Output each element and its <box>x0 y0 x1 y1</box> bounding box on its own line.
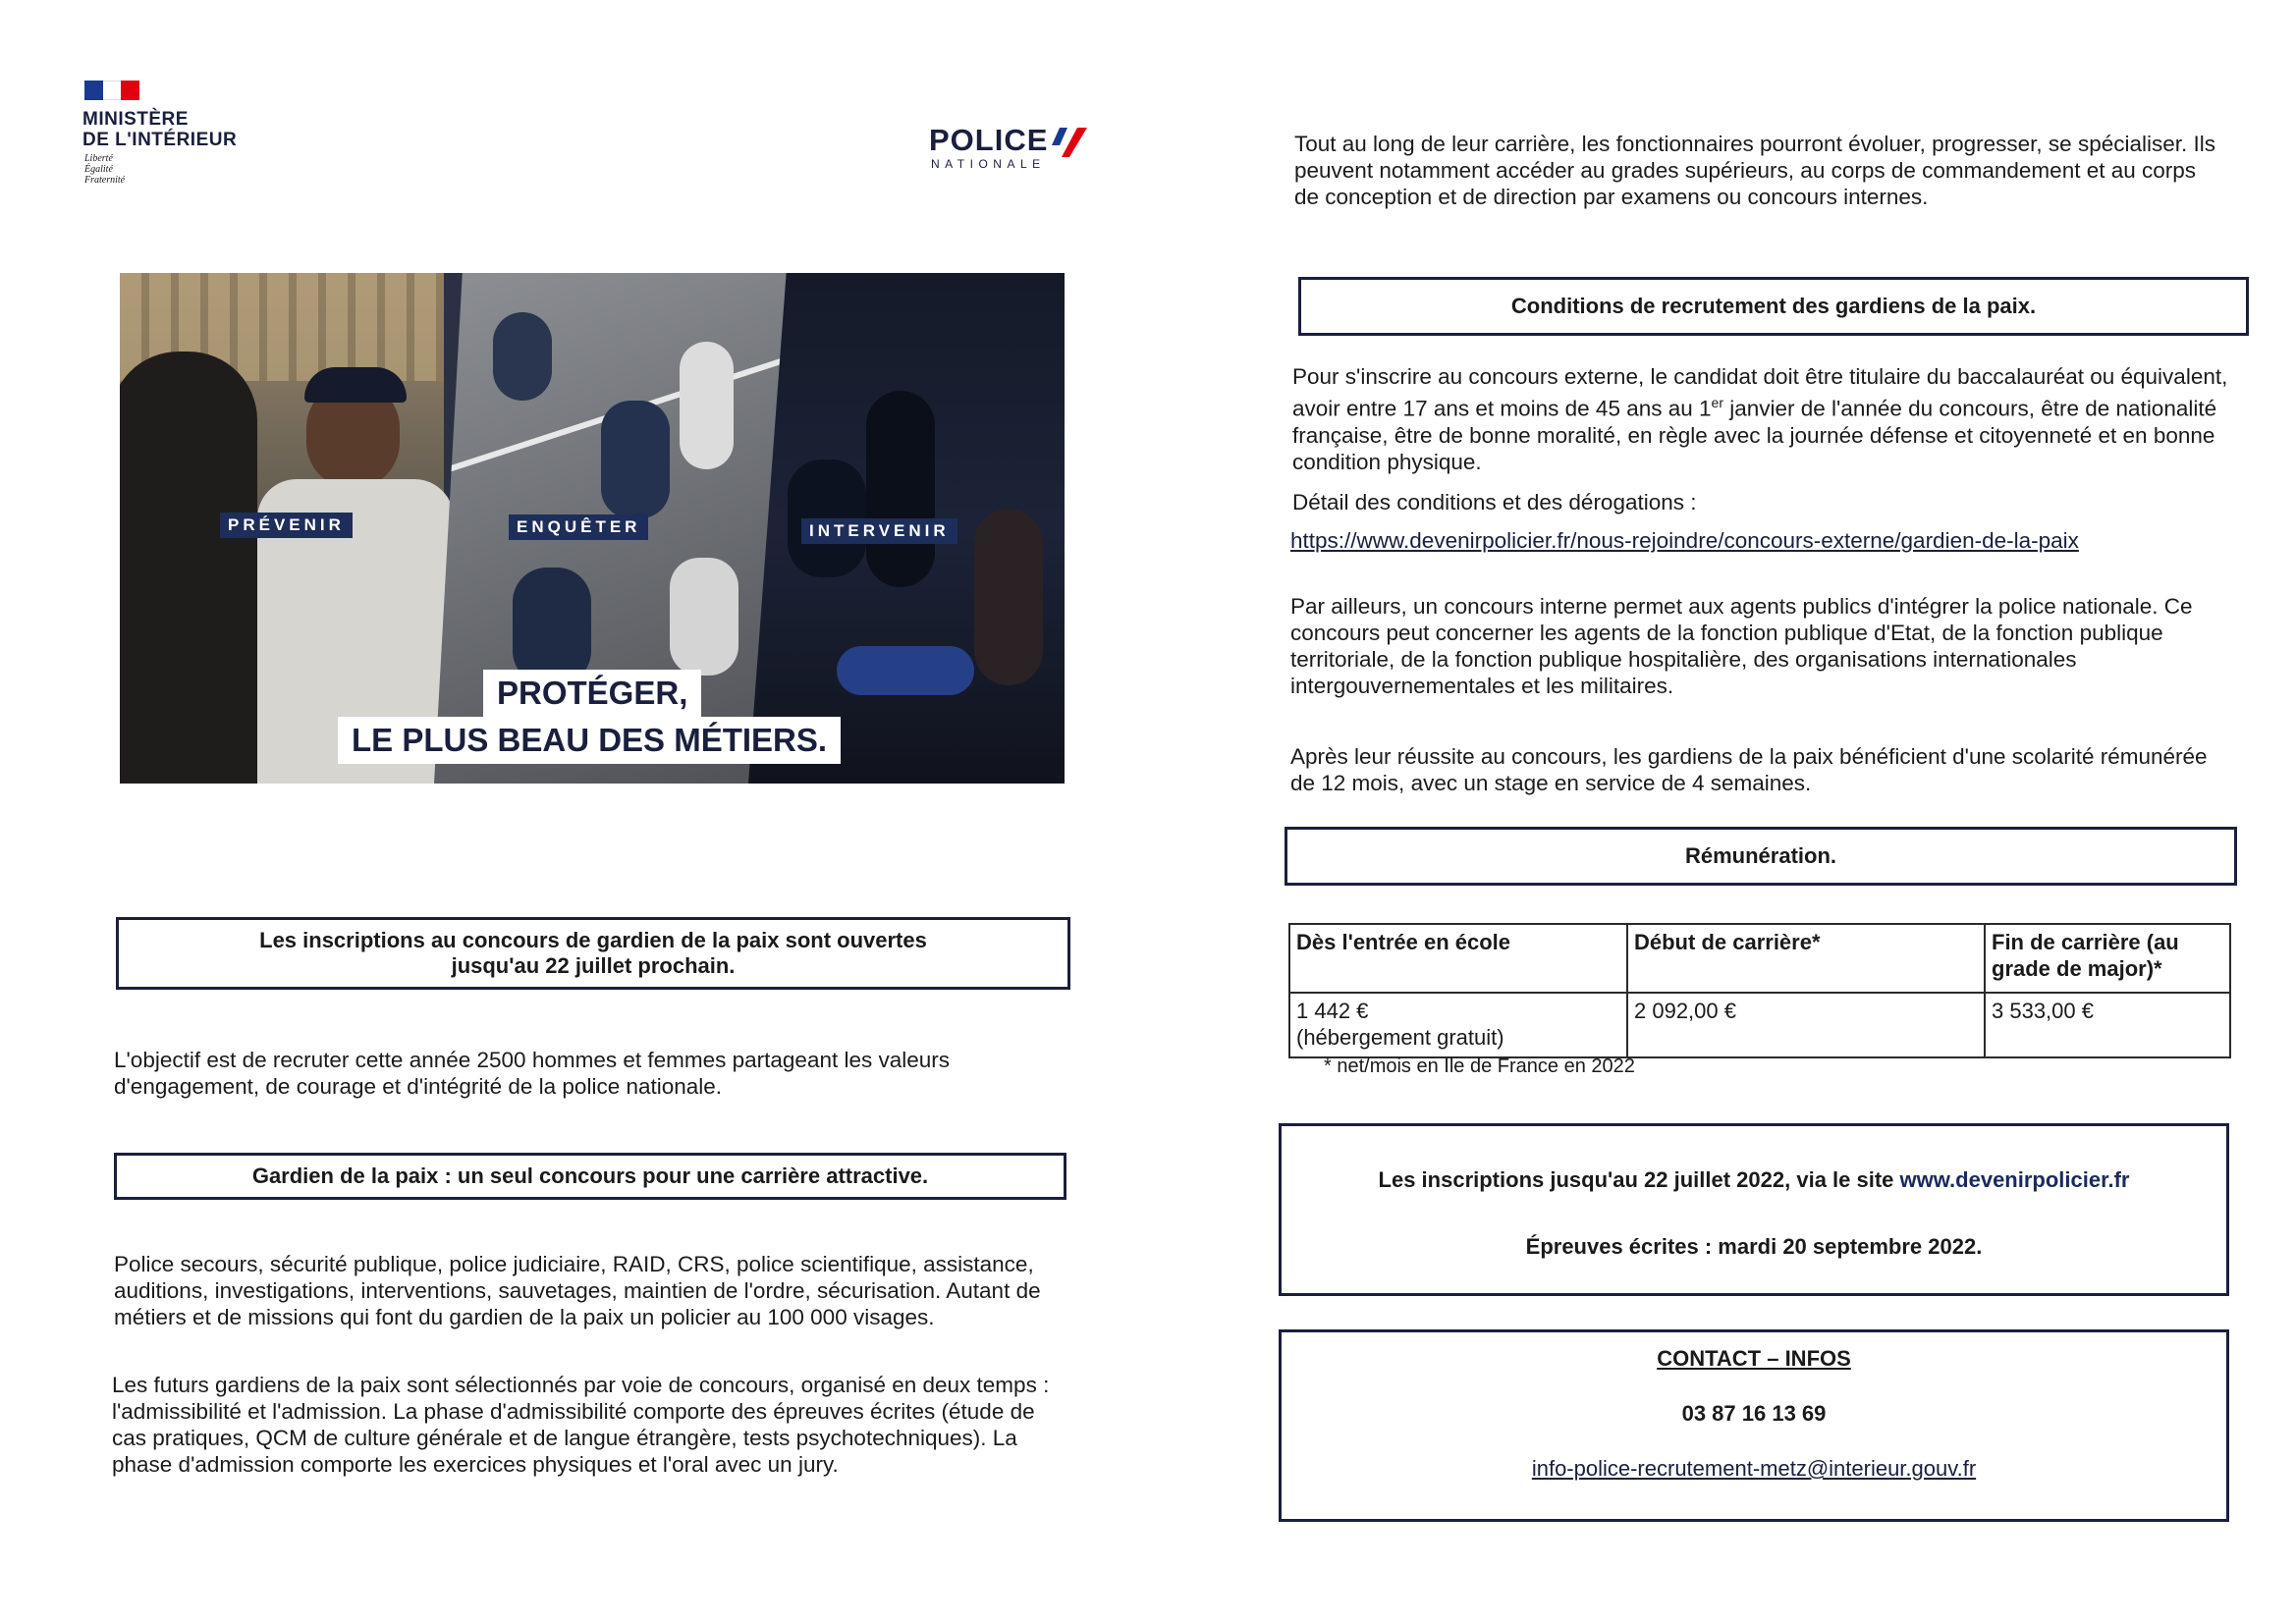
banner-tag-enqueter: ENQUÊTER <box>509 514 648 540</box>
detail-link-line <box>1290 527 2253 554</box>
inscriptions-open-box: Les inscriptions au concours de gardien de la paix sont ouvertes jusqu'au 22 juillet prochain. <box>116 917 1070 990</box>
police-logo-stripes-icon <box>1052 124 1091 157</box>
french-flag-icon <box>84 81 139 100</box>
banner-slogan-line1: PROTÉGER, <box>483 670 701 717</box>
table-footnote: * net/mois en Ile de France en 2022 <box>1324 1055 1635 1077</box>
evolution-paragraph: Tout au long de leur carrière, les fonctionnaires pourront évoluer, progresser, se spécialiser. Ils peuvent notamment accéder au grades supérieurs, au corps de commandement et au corps de conception et de direction par examens ou concours internes. <box>1294 132 2216 209</box>
career-box: Gardien de la paix : un seul concours pour une carrière attractive. <box>114 1153 1066 1200</box>
police-logo-sub: NATIONALE <box>931 157 1046 171</box>
written-exams-date: Épreuves écrites : mardi 20 septembre 2022. <box>1525 1234 1983 1259</box>
devenirpolicier-site: www.devenirpolicier.fr <box>1899 1167 2130 1192</box>
table-header-cell: Fin de carrière (au grade de major)* <box>1985 924 2230 993</box>
recruitment-banner-image <box>120 273 1065 784</box>
missions-paragraph: Police secours, sécurité publique, police judiciaire, RAID, CRS, police scientifique, assistance, auditions, investigations, interventions, sauvetages, maintien de l'ordre, sécurisation. Autant de métiers et de missions qui font du gardien de la paix un policier au 100 000 visages. <box>114 1252 1041 1329</box>
banner-slogan-line2: LE PLUS BEAU DES MÉTIERS. <box>338 717 841 764</box>
selection-paragraph: Les futurs gardiens de la paix sont sélectionnés par voie de concours, organisé en deux temps : l'admissibilité et l'admission. La phase d'admissibilité comporte des épreuves écrites (étude de cas pratiques, QCM de culture générale et de langue étrangère, tests psychotechniques). La phase d'admission comporte les exercices physiques et l'oral avec un jury. <box>112 1373 1050 1477</box>
table-row <box>1289 993 2230 1057</box>
objective-paragraph: L'objectif est de recruter cette année 2500 hommes et femmes partageant les valeurs d'engagement, de courage et d'intégrité de la police nationale. <box>114 1048 951 1099</box>
contact-phone: 03 87 16 13 69 <box>1681 1401 1827 1426</box>
table-cell-start: 2 092,00 € <box>1627 993 1985 1057</box>
school-paragraph: Après leur réussite au concours, les gardiens de la paix bénéficient d'une scolarité rémunérée de 12 mois, avec un stage en service de 4 semaines. <box>1290 744 2208 795</box>
table-header-cell: Début de carrière* <box>1627 924 1985 993</box>
remuneration-table <box>1288 923 2231 1058</box>
detail-conditions-link[interactable]: https://www.devenirpolicier.fr/nous-rejoindre/concours-externe/gardien-de-la-paix <box>1290 528 2079 553</box>
table-cell-school: 1 442 € (hébergement gratuit) <box>1289 993 1627 1057</box>
table-header-cell: Dès l'entrée en école <box>1289 924 1627 993</box>
detail-label: Détail des conditions et des dérogations : <box>1292 490 1697 514</box>
table-cell-end: 3 533,00 € <box>1985 993 2230 1057</box>
ministry-name-line2: DE L'INTÉRIEUR <box>82 130 238 150</box>
banner-tag-intervenir: INTERVENIR <box>801 518 957 544</box>
conditions-paragraph: Pour s'inscrire au concours externe, le candidat doit être titulaire du baccalauréat ou équivalent, avoir entre 17 ans et moins de 45 ans au 1er janvier de l'année du concours, être de nationalité française, être de bonne moralité, en règle avec la journée défense et citoyenneté et en bonne condition physique. <box>1292 364 2228 474</box>
contact-box <box>1279 1329 2229 1522</box>
banner-tag-prevenir: PRÉVENIR <box>220 513 353 538</box>
table-header-row <box>1289 924 2230 993</box>
ministry-name-line1: MINISTÈRE <box>82 109 189 130</box>
dates-box: Les inscriptions jusqu'au 22 juillet 2022, via le site www.devenirpolicier.fr Épreuves écrites : mardi 20 septembre 2022. <box>1279 1123 2229 1296</box>
police-logo-word: POLICE <box>929 123 1049 157</box>
republic-motto: Liberté Égalité Fraternité <box>84 153 126 186</box>
remuneration-box: Rémunération. <box>1285 827 2237 886</box>
conditions-box: Conditions de recrutement des gardiens de la paix. <box>1298 277 2249 336</box>
contact-email-link[interactable]: info-police-recrutement-metz@interieur.gouv.fr <box>1531 1456 1977 1481</box>
contact-title: CONTACT – INFOS <box>1657 1346 1851 1371</box>
police-nationale-logo <box>929 124 1091 171</box>
internal-competition-paragraph: Par ailleurs, un concours interne permet aux agents publics d'intégrer la police nationale. Ce concours peut concerner les agents de la fonction publique d'Etat, de la fonction publique territoriale, de la fonction publique hospitalière, des organisations internationales intergouvernementales et les militaires. <box>1290 594 2193 698</box>
